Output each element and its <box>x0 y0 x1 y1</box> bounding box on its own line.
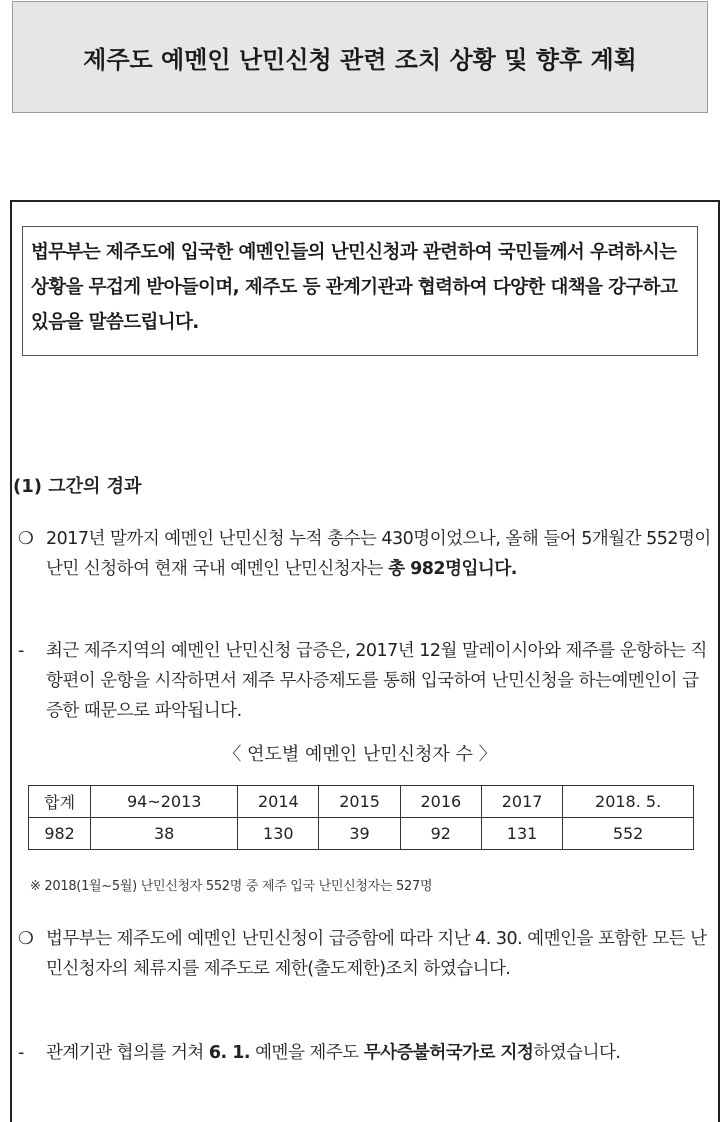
table-cell: 982 <box>29 818 91 850</box>
table-header-cell: 2016 <box>400 786 481 818</box>
paragraph-text: 2017년 말까지 예멘인 난민신청 누적 총수는 430명이었으나, 올해 들어 5개월간 552명이 난민 신청하여 현재 국내 예멘인 난민신청자는 <box>46 529 711 579</box>
table-cell: 38 <box>91 818 238 850</box>
table-row <box>29 818 694 850</box>
circle-bullet-icon: ❍ <box>18 929 34 949</box>
table-header-cell: 94~2013 <box>91 786 238 818</box>
paragraph-text: 법무부는 제주도에 예멘인 난민신청이 급증함에 따라 지난 4. 30. 예멘인을 포함한 모든 난민신청자의 체류지를 제주도로 제한(출도제한)조치 하였습니다. <box>46 929 707 979</box>
table-caption: 〈 연도별 예멘인 난민신청자 수 〉 <box>223 744 497 765</box>
table-header-cell: 합계 <box>29 786 91 818</box>
paragraph-total-applicants <box>18 524 714 584</box>
notice-box <box>22 226 698 356</box>
table-header-cell: 2015 <box>319 786 400 818</box>
table-header-cell: 2017 <box>481 786 562 818</box>
circle-bullet-icon: ❍ <box>18 529 34 549</box>
table-header-row <box>29 786 694 818</box>
designation-emphasis: 무사증불허국가로 지정 <box>363 1043 534 1063</box>
page-title: 제주도 예멘인 난민신청 관련 조치 상황 및 향후 계획 <box>83 45 637 74</box>
dash-bullet-icon: - <box>18 1043 24 1063</box>
table-cell: 92 <box>400 818 481 850</box>
paragraph-text: 예멘을 제주도 <box>250 1043 364 1063</box>
paragraph-surge-reason <box>18 636 714 726</box>
section-heading: (1) 그간의 경과 <box>13 476 142 497</box>
paragraph-visa-designation <box>18 1038 714 1068</box>
title-box <box>12 1 708 113</box>
table-footnote: ※ 2018(1월~5월) 난민신청자 552명 중 제주 입국 난민신청자는 527명 <box>30 879 433 894</box>
table-cell: 39 <box>319 818 400 850</box>
paragraph-residence-restriction <box>18 924 714 984</box>
notice-text: 법무부는 제주도에 입국한 예멘인들의 난민신청과 관련하여 국민들께서 우려하시는 상황을 무겁게 받아들이며, 제주도 등 관계기관과 협력하여 다양한 대책을 강구하고 있음을 말씀드립니다. <box>31 242 678 333</box>
table-cell: 552 <box>563 818 694 850</box>
paragraph-text: 관계기관 협의를 거쳐 <box>46 1043 209 1063</box>
dash-bullet-icon: - <box>18 641 24 661</box>
date-emphasis: 6. 1. <box>208 1043 251 1063</box>
table-header-cell: 2014 <box>238 786 319 818</box>
table-cell: 130 <box>238 818 319 850</box>
paragraph-text: 하였습니다. <box>533 1043 621 1063</box>
table-cell: 131 <box>481 818 562 850</box>
paragraph-text: 최근 제주지역의 예멘인 난민신청 급증은, 2017년 12월 말레이시아와 제주를 운항하는 직항편이 운항을 시작하면서 제주 무사증제도를 통해 입국하여 난민신청을 하는예멘인이 급증한 때문으로 파악됩니다. <box>46 641 707 721</box>
total-count-emphasis: 총 982명입니다. <box>388 559 517 579</box>
applicants-by-year-table <box>28 785 694 850</box>
table-header-cell: 2018. 5. <box>563 786 694 818</box>
